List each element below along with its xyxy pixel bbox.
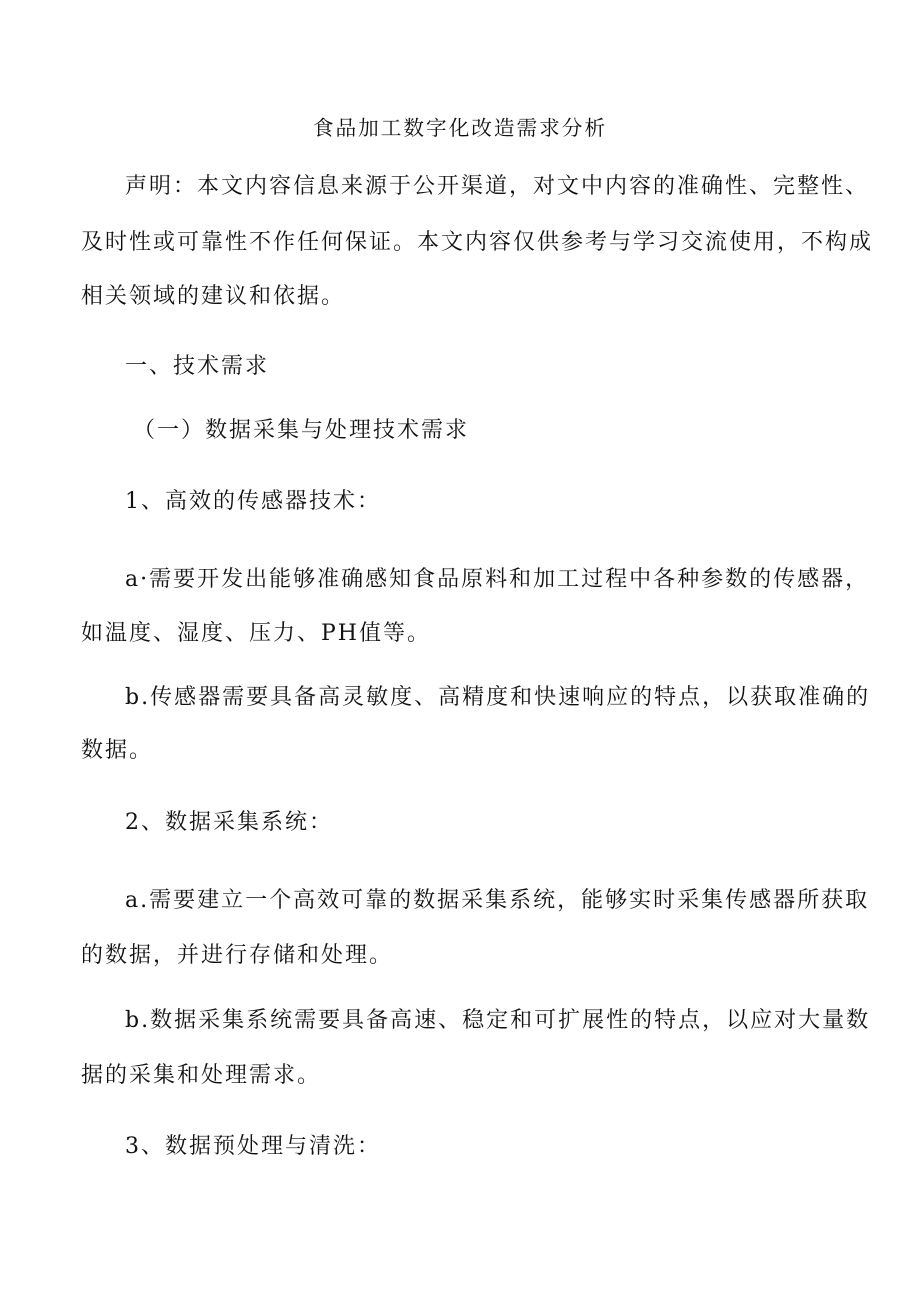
document-title: 食品加工数字化改造需求分析 bbox=[312, 116, 608, 140]
item-2-b-line-1: b.数据采集系统需要具备高速、稳定和可扩展性的特点，以应对大量数 bbox=[125, 1008, 871, 1033]
item-2-a-line-1: a.需要建立一个高效可靠的数据采集系统，能够实时采集传感器所获取 bbox=[125, 888, 870, 913]
item-1-heading: 1、高效的传感器技术： bbox=[125, 489, 381, 514]
item-2-b-line-2: 据的采集和处理需求。 bbox=[81, 1063, 322, 1088]
disclaimer-line-1: 声明：本文内容信息来源于公开渠道，对文中内容的准确性、完整性、 bbox=[125, 174, 870, 199]
subsection-heading-data-collection: （一）数据采集与处理技术需求 bbox=[133, 418, 470, 443]
item-1-b-line-2: 数据。 bbox=[81, 738, 154, 763]
item-1-a-line-2: 如温度、湿度、压力、PH值等。 bbox=[81, 621, 431, 646]
item-2-a-line-2: 的数据，并进行存储和处理。 bbox=[81, 943, 394, 968]
item-3-heading: 3、数据预处理与清洗： bbox=[125, 1134, 381, 1159]
disclaimer-line-2: 及时性或可靠性不作任何保证。本文内容仅供参考与学习交流使用，不构成 bbox=[81, 230, 874, 255]
item-1-a-line-1: a·需要开发出能够准确感知食品原料和加工过程中各种参数的传感器， bbox=[125, 567, 870, 592]
item-1-b-line-1: b.传感器需要具备高灵敏度、高精度和快速响应的特点，以获取准确的 bbox=[125, 685, 871, 710]
section-heading-technical-requirements: 一、技术需求 bbox=[125, 354, 270, 379]
disclaimer-line-3: 相关领域的建议和依据。 bbox=[81, 284, 346, 309]
item-2-heading: 2、数据采集系统： bbox=[125, 810, 333, 835]
